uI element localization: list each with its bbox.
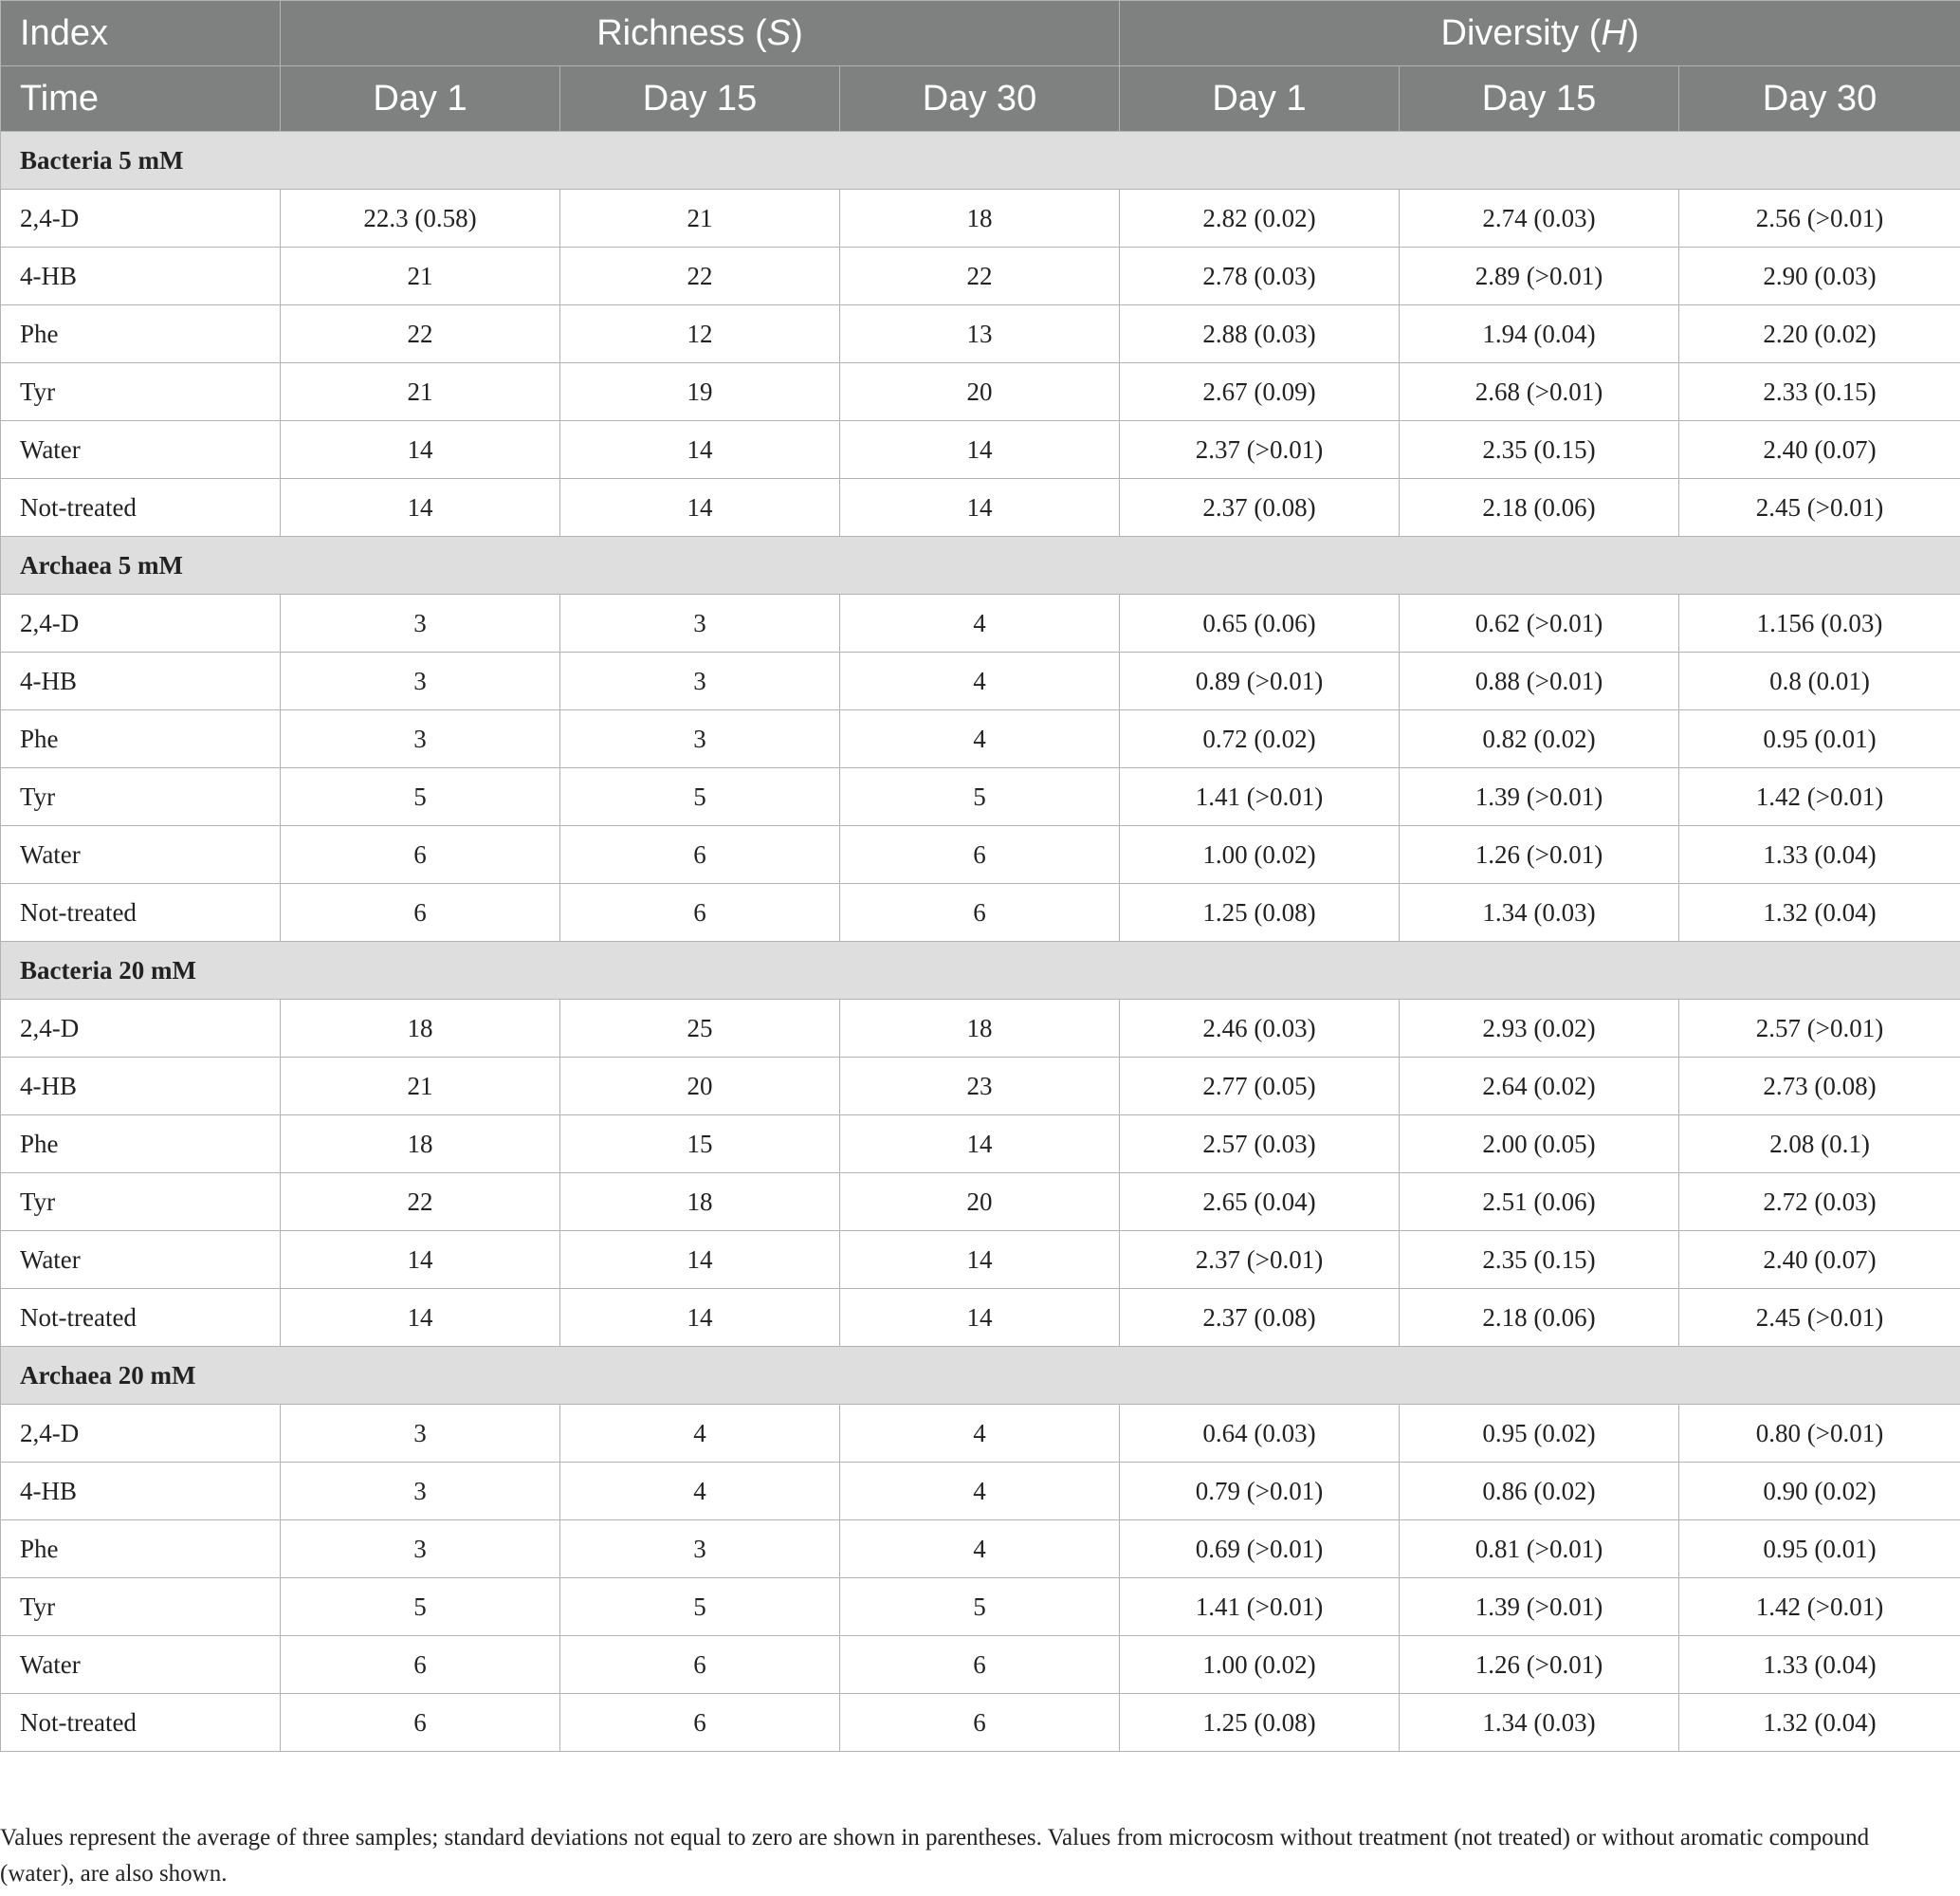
table-cell: 14 bbox=[560, 1231, 840, 1289]
table-row bbox=[1, 1231, 1960, 1289]
table-cell: 4 bbox=[840, 1463, 1120, 1520]
table-cell: 6 bbox=[281, 884, 560, 942]
table-cell: 3 bbox=[560, 595, 840, 653]
row-label: Water bbox=[1, 421, 281, 479]
table-cell: 1.156 (0.03) bbox=[1679, 595, 1960, 653]
table-cell: 6 bbox=[281, 1694, 560, 1752]
table-cell: 14 bbox=[840, 421, 1120, 479]
table-cell: 18 bbox=[281, 1115, 560, 1173]
table-row bbox=[1, 1578, 1960, 1636]
table-cell: 20 bbox=[560, 1058, 840, 1115]
index-header: Index bbox=[1, 1, 281, 66]
table-cell: 5 bbox=[281, 768, 560, 826]
table-cell: 19 bbox=[560, 363, 840, 421]
table-cell: 5 bbox=[840, 1578, 1120, 1636]
table-cell: 20 bbox=[840, 1173, 1120, 1231]
row-label: 4-HB bbox=[1, 1463, 281, 1520]
row-label: Phe bbox=[1, 710, 281, 768]
row-label: 2,4-D bbox=[1, 595, 281, 653]
table-cell: 0.69 (>0.01) bbox=[1120, 1520, 1400, 1578]
table-cell: 18 bbox=[560, 1173, 840, 1231]
header-row-index bbox=[1, 1, 1960, 66]
table-cell: 14 bbox=[560, 479, 840, 537]
table-cell: 6 bbox=[560, 826, 840, 884]
row-label: Tyr bbox=[1, 1173, 281, 1231]
table-cell: 0.80 (>0.01) bbox=[1679, 1405, 1960, 1463]
table-cell: 5 bbox=[281, 1578, 560, 1636]
table-cell: 1.94 (0.04) bbox=[1400, 305, 1679, 363]
table-cell: 1.26 (>0.01) bbox=[1400, 1636, 1679, 1694]
table-cell: 22 bbox=[560, 248, 840, 305]
table-cell: 12 bbox=[560, 305, 840, 363]
table-row bbox=[1, 421, 1960, 479]
table-cell: 1.41 (>0.01) bbox=[1120, 1578, 1400, 1636]
row-label: Not-treated bbox=[1, 884, 281, 942]
table-cell: 1.41 (>0.01) bbox=[1120, 768, 1400, 826]
table-cell: 2.08 (0.1) bbox=[1679, 1115, 1960, 1173]
day-header: Day 15 bbox=[1400, 66, 1679, 132]
table-cell: 2.73 (0.08) bbox=[1679, 1058, 1960, 1115]
table-cell: 1.32 (0.04) bbox=[1679, 884, 1960, 942]
day-header: Day 1 bbox=[281, 66, 560, 132]
row-label: Water bbox=[1, 826, 281, 884]
table-cell: 1.33 (0.04) bbox=[1679, 1636, 1960, 1694]
table-cell: 2.57 (0.03) bbox=[1120, 1115, 1400, 1173]
table-row bbox=[1, 363, 1960, 421]
table-cell: 2.77 (0.05) bbox=[1120, 1058, 1400, 1115]
table-cell: 14 bbox=[840, 1289, 1120, 1347]
table-cell: 0.95 (0.01) bbox=[1679, 1520, 1960, 1578]
table-cell: 14 bbox=[560, 1289, 840, 1347]
table-cell: 14 bbox=[281, 421, 560, 479]
table-row bbox=[1, 479, 1960, 537]
table-cell: 2.74 (0.03) bbox=[1400, 190, 1679, 248]
table-cell: 2.57 (>0.01) bbox=[1679, 1000, 1960, 1058]
table-row bbox=[1, 1694, 1960, 1752]
table-cell: 4 bbox=[840, 653, 1120, 710]
header-row-time bbox=[1, 66, 1960, 132]
table-cell: 1.39 (>0.01) bbox=[1400, 768, 1679, 826]
row-label: Phe bbox=[1, 305, 281, 363]
table-cell: 0.95 (0.02) bbox=[1400, 1405, 1679, 1463]
table-cell: 2.90 (0.03) bbox=[1679, 248, 1960, 305]
table-row bbox=[1, 710, 1960, 768]
table-cell: 3 bbox=[281, 653, 560, 710]
table-body bbox=[1, 132, 1960, 1752]
table-cell: 2.93 (0.02) bbox=[1400, 1000, 1679, 1058]
table-cell: 6 bbox=[281, 1636, 560, 1694]
row-label: Tyr bbox=[1, 363, 281, 421]
table-cell: 2.33 (0.15) bbox=[1679, 363, 1960, 421]
row-label: 2,4-D bbox=[1, 190, 281, 248]
time-header: Time bbox=[1, 66, 281, 132]
row-label: Not-treated bbox=[1, 1289, 281, 1347]
table-row bbox=[1, 1115, 1960, 1173]
table-cell: 0.81 (>0.01) bbox=[1400, 1520, 1679, 1578]
table-cell: 14 bbox=[281, 1289, 560, 1347]
table-cell: 21 bbox=[560, 190, 840, 248]
row-label: Phe bbox=[1, 1520, 281, 1578]
table-row bbox=[1, 1463, 1960, 1520]
day-header: Day 30 bbox=[840, 66, 1120, 132]
section-title: Bacteria 20 mM bbox=[1, 942, 1960, 1000]
row-label: 4-HB bbox=[1, 653, 281, 710]
table-cell: 14 bbox=[281, 479, 560, 537]
table-cell: 21 bbox=[281, 1058, 560, 1115]
table-cell: 14 bbox=[840, 1115, 1120, 1173]
table-cell: 2.37 (0.08) bbox=[1120, 479, 1400, 537]
table-row bbox=[1, 653, 1960, 710]
row-label: Water bbox=[1, 1636, 281, 1694]
table-cell: 2.45 (>0.01) bbox=[1679, 479, 1960, 537]
table-cell: 14 bbox=[840, 479, 1120, 537]
table-row bbox=[1, 248, 1960, 305]
table-cell: 1.25 (0.08) bbox=[1120, 1694, 1400, 1752]
table-cell: 1.34 (0.03) bbox=[1400, 1694, 1679, 1752]
section-title: Archaea 20 mM bbox=[1, 1347, 1960, 1405]
table-footnote: Values represent the average of three samples; standard deviations not equal to zero are shown in parentheses. Values from microcosm without treatment (not treated) or without aromatic compound (water), are also shown. bbox=[0, 1825, 1870, 1887]
table-cell: 22 bbox=[840, 248, 1120, 305]
table-cell: 1.00 (0.02) bbox=[1120, 826, 1400, 884]
table-cell: 15 bbox=[560, 1115, 840, 1173]
table-cell: 2.46 (0.03) bbox=[1120, 1000, 1400, 1058]
table-cell: 6 bbox=[840, 1694, 1120, 1752]
table-cell: 0.64 (0.03) bbox=[1120, 1405, 1400, 1463]
table-cell: 2.89 (>0.01) bbox=[1400, 248, 1679, 305]
table-cell: 0.95 (0.01) bbox=[1679, 710, 1960, 768]
table-cell: 0.79 (>0.01) bbox=[1120, 1463, 1400, 1520]
table-row bbox=[1, 1000, 1960, 1058]
table-cell: 2.40 (0.07) bbox=[1679, 421, 1960, 479]
table-cell: 4 bbox=[560, 1405, 840, 1463]
table-cell: 20 bbox=[840, 363, 1120, 421]
table-cell: 14 bbox=[281, 1231, 560, 1289]
table-cell: 4 bbox=[840, 1520, 1120, 1578]
table-row bbox=[1, 1520, 1960, 1578]
table-cell: 2.65 (0.04) bbox=[1120, 1173, 1400, 1231]
table-cell: 2.35 (0.15) bbox=[1400, 1231, 1679, 1289]
table-row bbox=[1, 190, 1960, 248]
table-row bbox=[1, 1289, 1960, 1347]
table-cell: 2.20 (0.02) bbox=[1679, 305, 1960, 363]
table-cell: 2.64 (0.02) bbox=[1400, 1058, 1679, 1115]
table-cell: 1.34 (0.03) bbox=[1400, 884, 1679, 942]
table-cell: 1.39 (>0.01) bbox=[1400, 1578, 1679, 1636]
row-label: Water bbox=[1, 1231, 281, 1289]
table-cell: 5 bbox=[560, 1578, 840, 1636]
table-cell: 6 bbox=[840, 826, 1120, 884]
table-cell: 2.78 (0.03) bbox=[1120, 248, 1400, 305]
table-cell: 2.45 (>0.01) bbox=[1679, 1289, 1960, 1347]
table-cell: 5 bbox=[560, 768, 840, 826]
table-cell: 3 bbox=[560, 710, 840, 768]
table-cell: 0.89 (>0.01) bbox=[1120, 653, 1400, 710]
table-cell: 2.37 (>0.01) bbox=[1120, 421, 1400, 479]
table-cell: 18 bbox=[840, 1000, 1120, 1058]
section-row bbox=[1, 537, 1960, 595]
table-cell: 2.88 (0.03) bbox=[1120, 305, 1400, 363]
table-cell: 3 bbox=[281, 595, 560, 653]
table-cell: 23 bbox=[840, 1058, 1120, 1115]
table-cell: 3 bbox=[560, 1520, 840, 1578]
table-cell: 0.8 (0.01) bbox=[1679, 653, 1960, 710]
row-label: Tyr bbox=[1, 768, 281, 826]
table-cell: 2.68 (>0.01) bbox=[1400, 363, 1679, 421]
table-cell: 2.18 (0.06) bbox=[1400, 1289, 1679, 1347]
table-cell: 6 bbox=[281, 826, 560, 884]
row-label: 2,4-D bbox=[1, 1000, 281, 1058]
table-cell: 22 bbox=[281, 305, 560, 363]
table-cell: 5 bbox=[840, 768, 1120, 826]
table-cell: 2.72 (0.03) bbox=[1679, 1173, 1960, 1231]
table-cell: 2.51 (0.06) bbox=[1400, 1173, 1679, 1231]
table-cell: 1.42 (>0.01) bbox=[1679, 1578, 1960, 1636]
section-row bbox=[1, 1347, 1960, 1405]
table-cell: 4 bbox=[560, 1463, 840, 1520]
table-cell: 0.65 (0.06) bbox=[1120, 595, 1400, 653]
diversity-header: Diversity (H) bbox=[1120, 1, 1960, 66]
day-header: Day 1 bbox=[1120, 66, 1400, 132]
table-cell: 6 bbox=[840, 884, 1120, 942]
table-cell: 4 bbox=[840, 710, 1120, 768]
table-row bbox=[1, 305, 1960, 363]
table-cell: 3 bbox=[281, 1463, 560, 1520]
richness-label: Richness bbox=[596, 12, 745, 53]
table-cell: 1.26 (>0.01) bbox=[1400, 826, 1679, 884]
table-cell: 1.42 (>0.01) bbox=[1679, 768, 1960, 826]
section-row bbox=[1, 942, 1960, 1000]
table-row bbox=[1, 1405, 1960, 1463]
table-row bbox=[1, 595, 1960, 653]
section-title: Bacteria 5 mM bbox=[1, 132, 1960, 190]
table-cell: 22.3 (0.58) bbox=[281, 190, 560, 248]
section-title: Archaea 5 mM bbox=[1, 537, 1960, 595]
table-cell: 3 bbox=[281, 1405, 560, 1463]
table-cell: 0.88 (>0.01) bbox=[1400, 653, 1679, 710]
table-cell: 0.62 (>0.01) bbox=[1400, 595, 1679, 653]
table-row bbox=[1, 884, 1960, 942]
table-cell: 18 bbox=[281, 1000, 560, 1058]
table-cell: 2.56 (>0.01) bbox=[1679, 190, 1960, 248]
table-cell: 14 bbox=[560, 421, 840, 479]
table-cell: 0.86 (0.02) bbox=[1400, 1463, 1679, 1520]
row-label: 4-HB bbox=[1, 1058, 281, 1115]
table-cell: 13 bbox=[840, 305, 1120, 363]
table-cell: 4 bbox=[840, 1405, 1120, 1463]
table-cell: 18 bbox=[840, 190, 1120, 248]
row-label: Not-treated bbox=[1, 479, 281, 537]
richness-header: Richness (S) bbox=[281, 1, 1120, 66]
day-header: Day 30 bbox=[1679, 66, 1960, 132]
table-cell: 1.00 (0.02) bbox=[1120, 1636, 1400, 1694]
table-cell: 3 bbox=[560, 653, 840, 710]
table-cell: 2.82 (0.02) bbox=[1120, 190, 1400, 248]
table-cell: 21 bbox=[281, 248, 560, 305]
table-cell: 21 bbox=[281, 363, 560, 421]
row-label: 4-HB bbox=[1, 248, 281, 305]
table-cell: 4 bbox=[840, 595, 1120, 653]
day-header: Day 15 bbox=[560, 66, 840, 132]
table-cell: 2.40 (0.07) bbox=[1679, 1231, 1960, 1289]
table-cell: 2.00 (0.05) bbox=[1400, 1115, 1679, 1173]
table-cell: 6 bbox=[840, 1636, 1120, 1694]
row-label: Tyr bbox=[1, 1578, 281, 1636]
table-row bbox=[1, 768, 1960, 826]
table-cell: 3 bbox=[281, 710, 560, 768]
table-cell: 2.67 (0.09) bbox=[1120, 363, 1400, 421]
table-row bbox=[1, 826, 1960, 884]
row-label: Phe bbox=[1, 1115, 281, 1173]
row-label: Not-treated bbox=[1, 1694, 281, 1752]
table-cell: 2.35 (0.15) bbox=[1400, 421, 1679, 479]
table-cell: 2.18 (0.06) bbox=[1400, 479, 1679, 537]
table-row bbox=[1, 1058, 1960, 1115]
table-cell: 6 bbox=[560, 884, 840, 942]
table-cell: 6 bbox=[560, 1694, 840, 1752]
table-cell: 3 bbox=[281, 1520, 560, 1578]
table-cell: 0.90 (0.02) bbox=[1679, 1463, 1960, 1520]
table-cell: 1.25 (0.08) bbox=[1120, 884, 1400, 942]
table-cell: 25 bbox=[560, 1000, 840, 1058]
table-cell: 1.33 (0.04) bbox=[1679, 826, 1960, 884]
diversity-symbol: H bbox=[1601, 12, 1627, 53]
table-cell: 6 bbox=[560, 1636, 840, 1694]
table-cell: 14 bbox=[840, 1231, 1120, 1289]
section-row bbox=[1, 132, 1960, 190]
row-label: 2,4-D bbox=[1, 1405, 281, 1463]
table-cell: 0.82 (0.02) bbox=[1400, 710, 1679, 768]
table-cell: 2.37 (>0.01) bbox=[1120, 1231, 1400, 1289]
table-cell: 1.32 (0.04) bbox=[1679, 1694, 1960, 1752]
richness-symbol: S bbox=[766, 12, 792, 53]
diversity-label: Diversity bbox=[1440, 12, 1580, 53]
table-row bbox=[1, 1173, 1960, 1231]
table-cell: 0.72 (0.02) bbox=[1120, 710, 1400, 768]
table-row bbox=[1, 1636, 1960, 1694]
table-cell: 2.37 (0.08) bbox=[1120, 1289, 1400, 1347]
table-cell: 22 bbox=[281, 1173, 560, 1231]
